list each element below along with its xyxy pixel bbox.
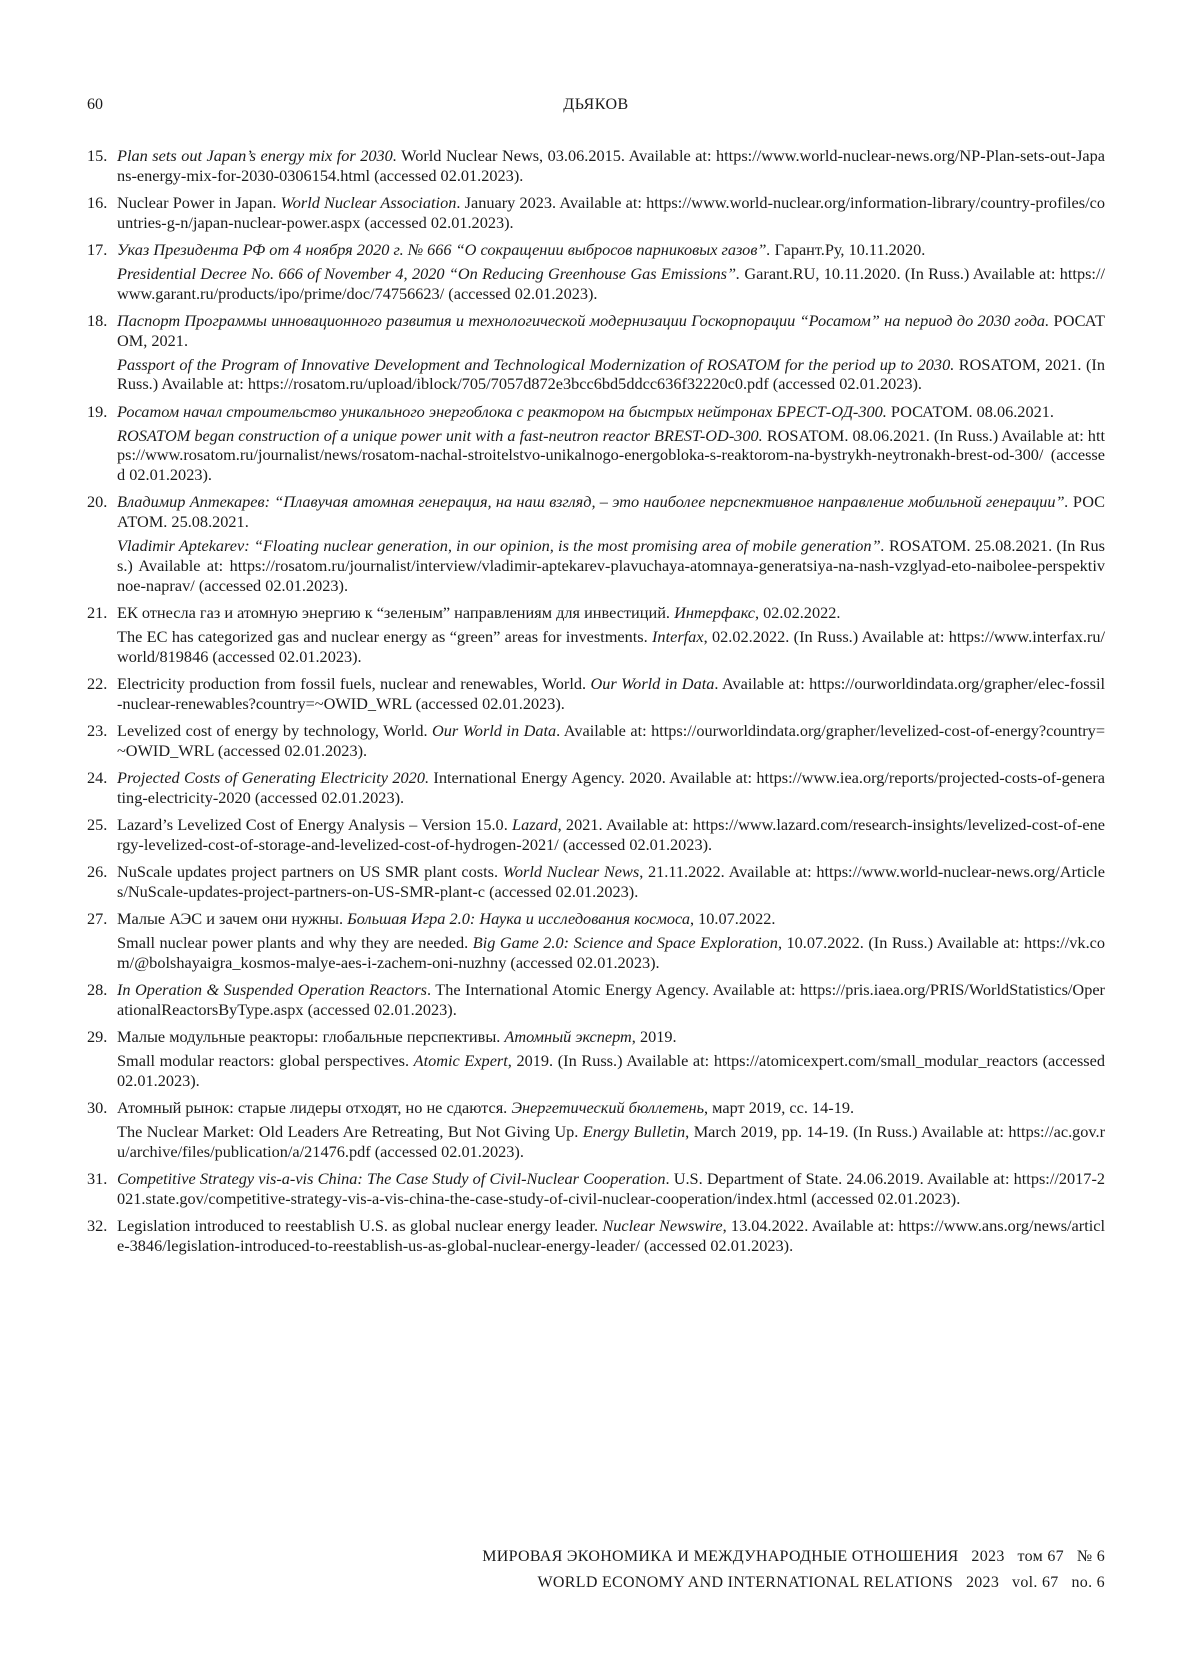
reference-segment: Малые АЭС и зачем они нужны. xyxy=(117,909,348,929)
reference-text xyxy=(117,980,1105,1020)
reference-segment: . January 2023. Available at: https://www.world-nuclear.org/information-library/country-profiles/countries-g-n/japan-nuclear-power.aspx (accessed 02.01.2023). xyxy=(117,193,1105,232)
reference-segment: Garant.RU, 10.11.2020. (In Russ.) Available at: https://www.garant.ru/products/ipo/prime/doc/74756623/ (accessed 02.01.2023). xyxy=(117,263,1106,303)
reference-text xyxy=(117,603,1105,623)
reference-item xyxy=(87,909,1105,972)
reference-item xyxy=(87,311,1105,394)
reference-segment: Гарант.Ру, 10.11.2020. xyxy=(770,240,926,260)
reference-translation xyxy=(117,264,1105,304)
reference-item xyxy=(87,1169,1105,1209)
reference-number: 27. xyxy=(87,909,108,929)
reference-segment: , 2019. xyxy=(631,1027,677,1047)
reference-translation xyxy=(117,1122,1105,1162)
reference-number: 22. xyxy=(87,673,108,693)
reference-italic-title: Competitive Strategy vis-a-vis China: The Case Study of Civil-Nuclear Cooperation xyxy=(117,1169,666,1189)
reference-item xyxy=(87,815,1105,855)
reference-text xyxy=(117,862,1105,902)
reference-italic-title: Lazard xyxy=(512,815,558,835)
reference-number: 30. xyxy=(87,1098,108,1118)
footer-journal-ru: МИРОВАЯ ЭКОНОМИКА И МЕЖДУНАРОДНЫЕ ОТНОШЕНИЯ 2023 том 67 № 6 xyxy=(482,1548,1105,1565)
reference-segment: РОСАТОМ. 25.08.2021. xyxy=(117,492,1106,532)
reference-segment: ROSATOM, 2021. (In Russ.) Available at: https://rosatom.ru/upload/iblock/705/7057d872e3bcc6bd5ddcc636f32220c0.pdf (accessed 02.01.2023). xyxy=(117,354,1105,394)
page-number: 60 xyxy=(87,96,103,113)
reference-item xyxy=(87,1027,1105,1090)
reference-number: 28. xyxy=(87,980,108,1000)
reference-text xyxy=(117,311,1105,351)
reference-item xyxy=(87,1216,1105,1256)
reference-segment: РОСАТОМ, 2021. xyxy=(117,311,1105,350)
reference-number: 18. xyxy=(87,311,108,331)
journal-footer xyxy=(205,1544,1105,1596)
reference-italic-title: Presidential Decree No. 666 of November 4, 2020 “On Reducing Greenhouse Gas Emissions”. xyxy=(117,263,741,283)
reference-italic-title: Passport of the Program of Innovative Development and Technological Modernization of ROSATOM for the period up to 2030. xyxy=(117,354,955,374)
reference-segment: Electricity production from fossil fuels, nuclear and renewables, World. xyxy=(117,673,591,693)
reference-segment: The Nuclear Market: Old Leaders Are Retreating, But Not Giving Up. xyxy=(117,1121,583,1141)
reference-segment: . The International Atomic Energy Agency. Available at: https://pris.iaea.org/PRIS/WorldStatistics/OperationalReactorsByType.aspx (accessed 02.01.2023). xyxy=(117,980,1105,1019)
reference-number: 29. xyxy=(87,1027,108,1047)
reference-segment: ЕК отнесла газ и атомную энергию к “зеленым” направлениям для инвестиций. xyxy=(117,602,675,622)
reference-text xyxy=(117,402,1105,422)
reference-translation xyxy=(117,426,1105,485)
reference-segment: NuScale updates project partners on US SMR plant costs. xyxy=(117,862,503,882)
reference-list xyxy=(87,146,1105,1263)
reference-item xyxy=(87,193,1105,233)
reference-segment: Nuclear Power in Japan. xyxy=(117,193,281,213)
reference-italic-title: Plan sets out Japan’s energy mix for 2030. xyxy=(117,146,397,165)
reference-item xyxy=(87,721,1105,761)
reference-text xyxy=(117,146,1105,186)
reference-italic-title: Our World in Data xyxy=(590,673,715,693)
reference-segment: , 2021. Available at: https://www.lazard.com/research-insights/levelized-cost-of-energy-levelized-cost-of-storage-and-levelized-cost-of-hydrogen-2021/ (accessed 02.01.2023). xyxy=(117,815,1105,854)
reference-segment: , 02.02.2022. (In Russ.) Available at: https://www.interfax.ru/world/819846 (accessed 02.01.2023). xyxy=(117,626,1105,666)
reference-italic-title: Interfax xyxy=(652,626,704,646)
reference-segment: Атомный рынок: старые лидеры отходят, но не сдаются. xyxy=(117,1098,512,1118)
running-head-author: ДЬЯКОВ xyxy=(563,96,629,113)
reference-segment: . Available at: https://ourworldindata.org/grapher/elec-fossil-nuclear-renewables?country=~OWID_WRL (accessed 02.01.2023). xyxy=(117,673,1105,713)
reference-segment: . Available at: https://ourworldindata.org/grapher/levelized-cost-of-energy?country=~OWID_WRL (accessed 02.01.2023). xyxy=(117,720,1106,760)
reference-number: 23. xyxy=(87,720,108,740)
reference-segment: РОСАТОМ. 08.06.2021. xyxy=(886,401,1054,421)
reference-number: 17. xyxy=(87,240,108,260)
reference-item xyxy=(87,146,1105,186)
reference-segment: , 10.07.2022. xyxy=(690,909,776,929)
reference-text xyxy=(117,768,1105,808)
reference-italic-title: World Nuclear Association xyxy=(280,193,457,213)
reference-segment: , 02.02.2022. xyxy=(754,602,841,622)
reference-text xyxy=(117,815,1105,855)
reference-text xyxy=(117,674,1105,714)
reference-item xyxy=(87,240,1105,303)
reference-text xyxy=(117,193,1105,233)
reference-segment: International Energy Agency. 2020. Available at: https://www.iea.org/reports/projected-costs-of-generating-electricity-2020 (accessed 02.01.2023). xyxy=(117,768,1105,807)
reference-segment: World Nuclear News, 03.06.2015. Available at: https://www.world-nuclear-news.org/NP-Plan-sets-out-Japans-energy-mix-for-2030-0306154.html (accessed 02.01.2023). xyxy=(117,146,1105,185)
reference-italic-title: Владимир Аптекарев: “Плавучая атомная генерация, на наш взгляд, – это наиболее перспективное направление мобильной генерации”. xyxy=(117,492,1069,512)
reference-segment: ROSATOM. 08.06.2021. (In Russ.) Available at: https://www.rosatom.ru/journalist/news/rosatom-nachal-stroitelstvo-unikalnogo-energobloka-s-reaktorom-na-bystrykh-neytronakh-brest-od-300/ (accessed 02.01.2023). xyxy=(117,425,1105,485)
reference-italic-title: Nuclear Newswire xyxy=(602,1216,723,1236)
reference-text xyxy=(117,1027,1105,1047)
reference-number: 20. xyxy=(87,492,108,512)
reference-item xyxy=(87,768,1105,808)
reference-italic-title: Атомный эксперт xyxy=(504,1027,632,1047)
reference-translation xyxy=(117,933,1105,973)
page-header xyxy=(87,96,1105,118)
reference-translation xyxy=(117,536,1105,595)
reference-italic-title: Указ Президента РФ от 4 ноября 2020 г. № 666 “О сокращении выбросов парниковых газов”. xyxy=(117,240,771,260)
reference-italic-title: Росатом начал строительство уникального энергоблока с реактором на быстрых нейтронах БРЕСТ-ОД-300. xyxy=(117,401,887,421)
reference-segment: Lazard’s Levelized Cost of Energy Analysis – Version 15.0. xyxy=(117,815,513,835)
reference-number: 31. xyxy=(87,1169,108,1189)
reference-item xyxy=(87,603,1105,666)
reference-text xyxy=(117,909,1105,929)
reference-italic-title: Energy Bulletin xyxy=(582,1121,686,1141)
reference-italic-title: Энергетический бюллетень xyxy=(511,1098,705,1118)
reference-segment: Small modular reactors: global perspectives. xyxy=(117,1051,414,1071)
reference-italic-title: In Operation & Suspended Operation Reactors xyxy=(117,980,427,1000)
reference-number: 15. xyxy=(87,146,108,165)
reference-italic-title: Большая Игра 2.0: Наука и исследования космоса xyxy=(347,909,690,929)
reference-segment: , March 2019, pp. 14-19. (In Russ.) Available at: https://ac.gov.ru/archive/files/publication/a/21476.pdf (accessed 02.01.2023). xyxy=(117,1121,1106,1161)
reference-italic-title: World Nuclear News xyxy=(502,862,640,882)
reference-segment: , 10.07.2022. (In Russ.) Available at: https://vk.com/@bolshayaigra_kosmos-malye-aes-i-zachem-oni-nuzhny (accessed 02.01.2023). xyxy=(117,933,1106,972)
reference-number: 25. xyxy=(87,815,108,835)
reference-segment: , март 2019, сс. 14-19. xyxy=(704,1098,855,1118)
reference-segment: . U.S. Department of State. 24.06.2019. Available at: https://2017-2021.state.gov/competitive-strategy-vis-a-vis-china-the-case-study-of-civil-nuclear-cooperation/index.html (accessed 02.01.2023). xyxy=(117,1169,1105,1208)
reference-segment: , 13.04.2022. Available at: https://www.ans.org/news/article-3846/legislation-introduced-to-reestablish-us-as-global-nuclear-energy-leader/ (accessed 02.01.2023). xyxy=(117,1216,1106,1255)
reference-number: 19. xyxy=(87,401,108,421)
reference-italic-title: Atomic Expert xyxy=(413,1051,508,1071)
reference-number: 32. xyxy=(87,1216,108,1236)
reference-item xyxy=(87,1098,1105,1161)
reference-translation xyxy=(117,355,1105,395)
reference-italic-title: Vladimir Aptekarev: “Floating nuclear generation, in our opinion, is the most promising area of mobile generation”. xyxy=(117,536,885,556)
reference-italic-title: ROSATOM began construction of a unique power unit with a fast-neutron reactor BREST-OD-300. xyxy=(117,425,763,445)
reference-text xyxy=(117,492,1105,532)
reference-italic-title: Our World in Data xyxy=(432,720,557,740)
reference-translation xyxy=(117,1051,1105,1091)
reference-italic-title: Projected Costs of Generating Electricity 2020. xyxy=(117,768,430,788)
reference-segment: Legislation introduced to reestablish U.S. as global nuclear energy leader. xyxy=(117,1216,603,1236)
reference-text xyxy=(117,1098,1105,1118)
reference-number: 24. xyxy=(87,768,108,788)
reference-italic-title: Паспорт Программы инновационного развития и технологической модернизации Госкорпорации “Росатом” на период до 2030 года. xyxy=(117,311,1050,331)
reference-number: 26. xyxy=(87,862,108,882)
reference-item xyxy=(87,674,1105,714)
reference-segment: , 21.11.2022. Available at: https://www.world-nuclear-news.org/Articles/NuScale-updates-project-partners-on-US-SMR-plant-c (accessed 02.01.2023). xyxy=(117,862,1105,901)
reference-segment: Малые модульные реакторы: глобальные перспективы. xyxy=(117,1027,505,1047)
reference-segment: The EC has categorized gas and nuclear energy as “green” areas for investments. xyxy=(117,626,653,646)
reference-item xyxy=(87,862,1105,902)
reference-translation xyxy=(117,627,1105,667)
reference-segment: Levelized cost of energy by technology, World. xyxy=(117,720,433,740)
reference-item xyxy=(87,980,1105,1020)
reference-italic-title: Big Game 2.0: Science and Space Exploration xyxy=(472,933,778,953)
reference-segment: , 2019. (In Russ.) Available at: https://atomicexpert.com/small_modular_reactors (accessed 02.01.2023). xyxy=(117,1051,1105,1090)
reference-item xyxy=(87,492,1105,595)
reference-number: 16. xyxy=(87,193,108,213)
footer-journal-en: WORLD ECONOMY AND INTERNATIONAL RELATIONS 2023 vol. 67 no. 6 xyxy=(537,1574,1105,1591)
reference-segment: ROSATOM. 25.08.2021. (In Russ.) Available at: https://rosatom.ru/journalist/interview/vladimir-aptekarev-plavuchaya-atomnaya-generatsiya-na-nash-vzglyad-eto-naibolee-perspektivnoe-naprav/ (accessed 02.01.2023). xyxy=(117,536,1105,595)
reference-segment: Small nuclear power plants and why they are needed. xyxy=(117,933,473,953)
reference-text xyxy=(117,1216,1105,1256)
reference-text xyxy=(117,1169,1105,1209)
reference-text xyxy=(117,240,1105,260)
reference-number: 21. xyxy=(87,602,108,622)
reference-item xyxy=(87,402,1105,485)
reference-text xyxy=(117,721,1105,761)
reference-italic-title: Интерфакс xyxy=(674,602,755,622)
